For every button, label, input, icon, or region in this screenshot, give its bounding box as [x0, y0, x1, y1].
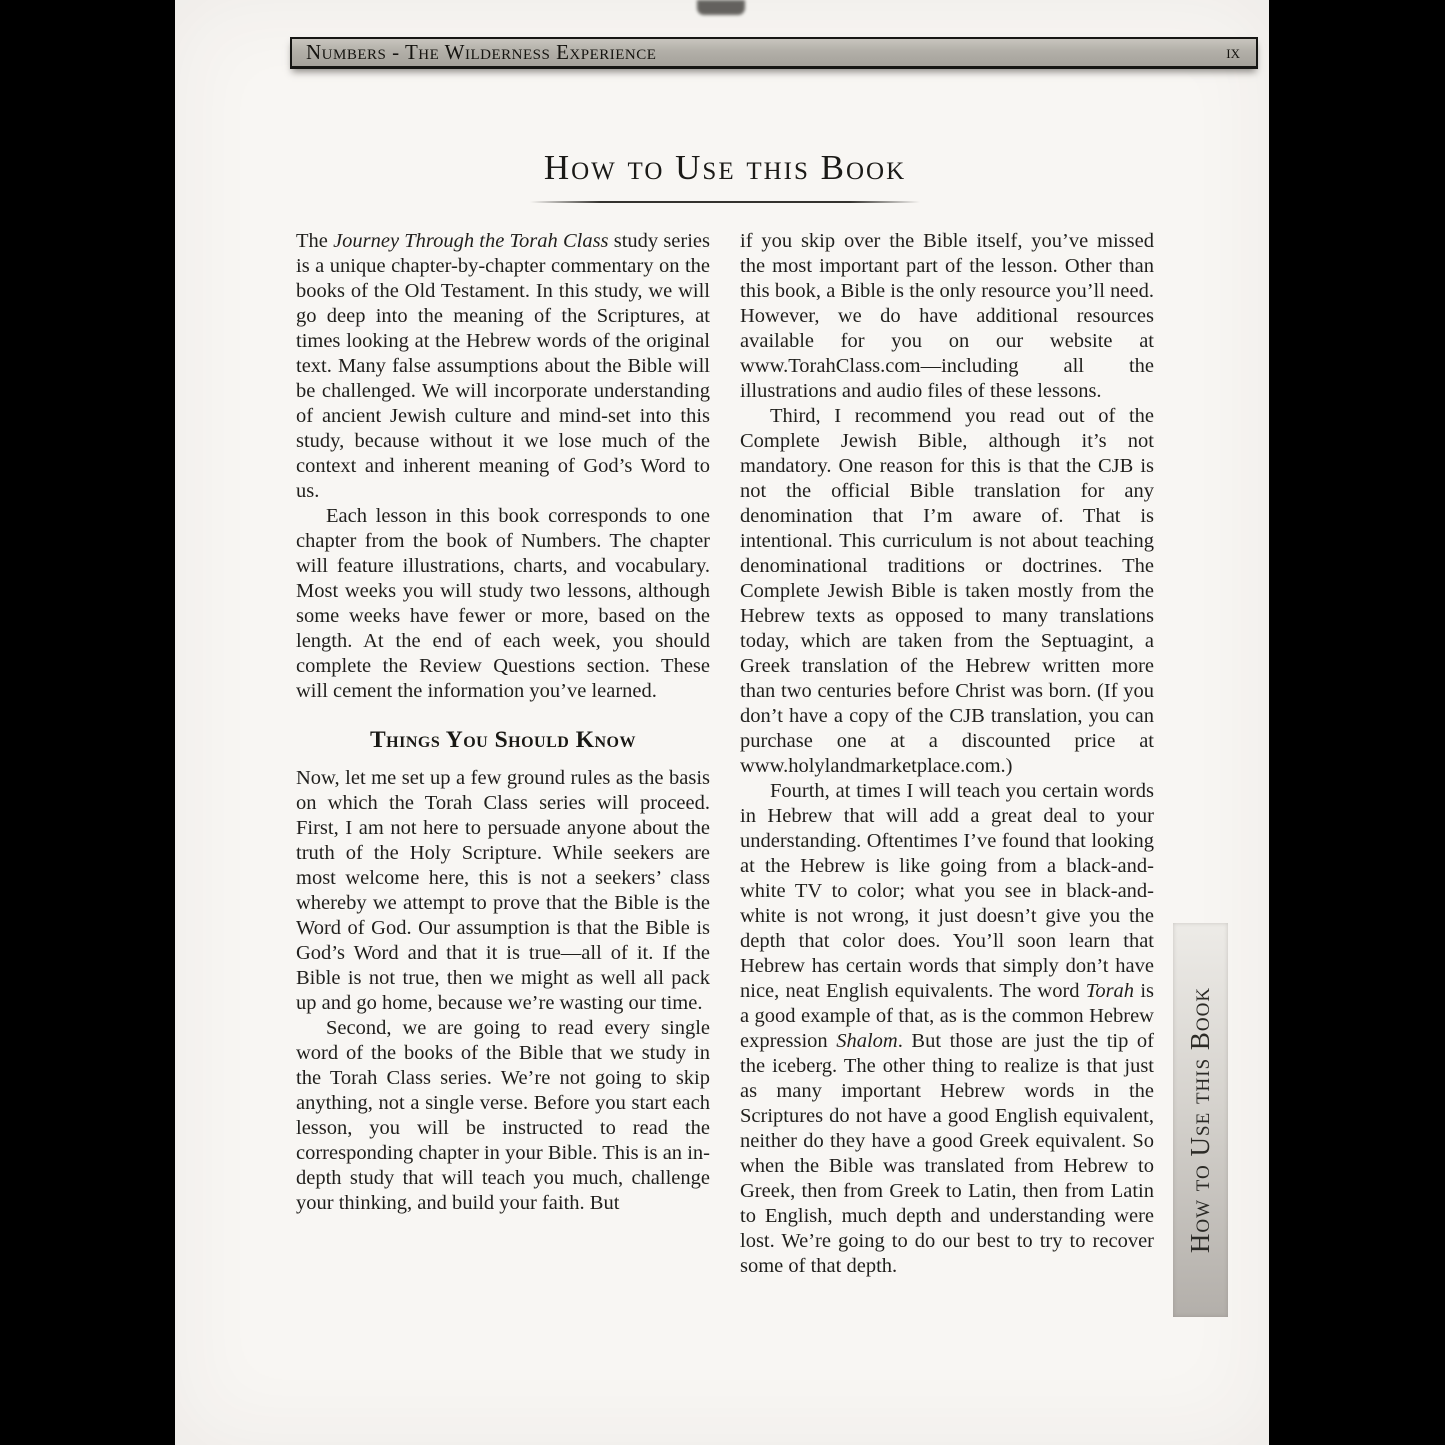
page-title: How to Use this Book: [543, 148, 907, 187]
running-header-bar: [290, 37, 1258, 69]
paragraph-text: is a good example of that, as is the common Hebrew expression: [740, 980, 1154, 1052]
paragraph-intro: [296, 229, 710, 504]
hebrew-word-torah-italic: Torah: [1085, 980, 1135, 1002]
book-page: [175, 0, 1269, 1445]
chapter-edge-tab: [1173, 923, 1228, 1317]
paragraph-text: . But those are just the tip of the iceberg. The other thing to realize is that just as many important Hebrew words in the Scriptures do not have a good English equivalent, neither do they have a good Greek equivalent. So when the Bible was translated from Hebrew to Greek, then from Greek to Latin, then from Latin to English, much depth and understanding were lost. We’re going to do our best to try to recover some of that depth.: [740, 1030, 1154, 1277]
right-text-column: [740, 229, 1154, 1279]
paragraph-continuation: if you skip over the Bible itself, you’ve missed the most important part of the lesson. Other than this book, a Bible is the only resource you’ll need. However, we do have additional resources available for you on our website at www.TorahClass.com—including all the illustrations and audio files of these lessons.: [740, 230, 1154, 402]
paragraph-text: Fourth, at times I will teach you certain words in Hebrew that will add a great deal to your understanding. Oftentimes I’ve found that looking at the Hebrew is like going from a black-and-white TV to color; what you see in black-and-white is not wrong, it just doesn’t give you the depth that color does. You’ll soon learn that Hebrew has certain words that simply don’t have nice, neat English equivalents. The word: [740, 780, 1154, 1002]
section-heading-things-you-should-know: Things You Should Know: [370, 727, 636, 753]
left-text-column: [296, 229, 710, 1216]
scan-artifact-mark: [697, 0, 745, 15]
hebrew-word-shalom-italic: Shalom: [836, 1030, 898, 1052]
paragraph-third-rule: Third, I recommend you read out of the Complete Jewish Bible, although it’s not mandatory. One reason for this is that the CJB is not the official Bible translation for any denomination that I’m aware of. That is intentional. This curriculum is not about teaching denominational traditions or doctrines. The Complete Jewish Bible is taken mostly from the Hebrew texts as opposed to many translations today, which are taken from the Septuagint, a Greek translation of the Hebrew written more than two centuries before Christ was born. (If you don’t have a copy of the CJB translation, you can purchase one at a discounted price at www.holylandmarketplace.com.): [740, 405, 1154, 777]
paragraph-text: The: [296, 230, 334, 252]
paragraph-text: study series is a unique chapter-by-chapter commentary on the books of the Old Testament. In this study, we will go deep into the meaning of the Scriptures, at times looking at the Hebrew words of the original text. Many false assumptions about the Bible will be challenged. We will incorporate understanding of ancient Jewish culture and mind-set into this study, because without it we lose much of the context and inherent meaning of God’s Word to us.: [296, 230, 711, 502]
running-header-title: Numbers - The Wilderness Experience: [306, 40, 657, 64]
paragraph-lessons: Each lesson in this book corresponds to one chapter from the book of Numbers. The chapter will feature illustrations, charts, and vocabulary. Most weeks you will study two lessons, although some weeks have fewer or more, based on the length. At the end of each week, you should complete the Review Questions section. These will cement the information you’ve learned.: [296, 505, 710, 702]
paragraph-ground-rules: Now, let me set up a few ground rules as the basis on which the Torah Class series will proceed. First, I am not here to persuade anyone about the truth of the Holy Scripture. While seekers are most welcome here, this is not a seekers’ class whereby we attempt to prove that the Bible is the Word of God. Our assumption is that the Bible is God’s Word and that it is true—all of it. If the Bible is not true, then we might as well all pack up and go home, because we’re wasting our time.: [296, 767, 710, 1014]
book-series-title-italic: Journey Through the Torah Class: [333, 230, 609, 252]
page-number: ix: [1226, 41, 1240, 63]
paragraph-fourth-rule: [740, 779, 1154, 1279]
scanner-band-right: [1269, 0, 1445, 1445]
chapter-edge-tab-label: How to Use this Book: [1185, 986, 1215, 1254]
paragraph-second-rule: Second, we are going to read every single word of the books of the Bible that we study in the Torah Class series. We’re not going to skip anything, not a single verse. Before you start each lesson, you will be instructed to read the corresponding chapter in your Bible. This is an in-depth study that will teach you much, challenge your thinking, and build your faith. But: [296, 1017, 710, 1214]
scanner-band-left: [0, 0, 175, 1445]
title-divider-rule: [530, 201, 920, 203]
